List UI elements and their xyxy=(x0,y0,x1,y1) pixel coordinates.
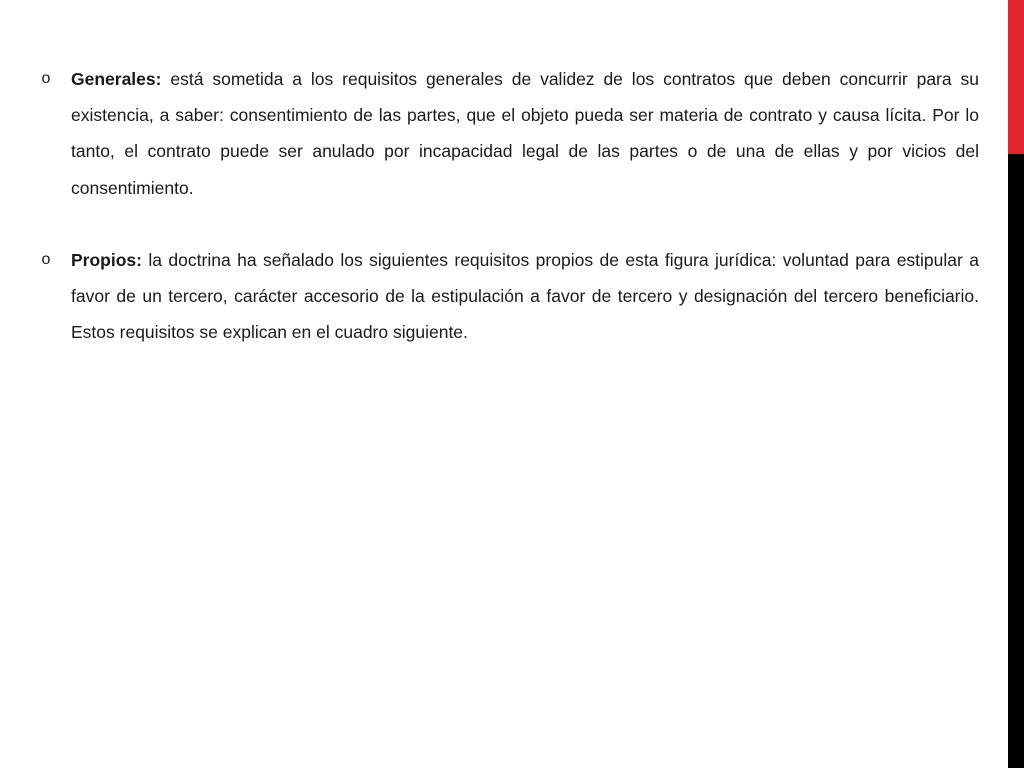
bullet-marker-icon: o xyxy=(41,250,51,268)
bullet-marker-icon: o xyxy=(41,70,51,87)
bullet-term: Generales: xyxy=(71,69,162,89)
bullet-text: la doctrina ha señalado los siguientes requisitos propios de esta figura jurídica: voluntad para estipular a favor de un tercero, carácter accesorio de la estipulación a favor de tercero y designación del tercero beneficiario. Estos requisitos se explican en el cuadro siguiente. xyxy=(71,249,979,343)
bullet-generales xyxy=(41,61,979,206)
accent-bar xyxy=(1008,0,1024,768)
accent-bar-black xyxy=(1008,154,1024,768)
bullet-list xyxy=(41,61,979,386)
bullet-term: Propios: xyxy=(71,249,142,270)
bullet-propios xyxy=(41,242,979,351)
bullet-text: está sometida a los requisitos generales de validez de los contratos que deben concurrir para su existencia, a saber: consentimiento de las partes, que el objeto pueda ser materia de contrato y causa lícita. Por lo tanto, el contrato puede ser anulado por incapacidad legal de las partes o de una de ellas y por vicios del consentimiento. xyxy=(71,69,979,198)
accent-bar-red xyxy=(1008,0,1024,154)
